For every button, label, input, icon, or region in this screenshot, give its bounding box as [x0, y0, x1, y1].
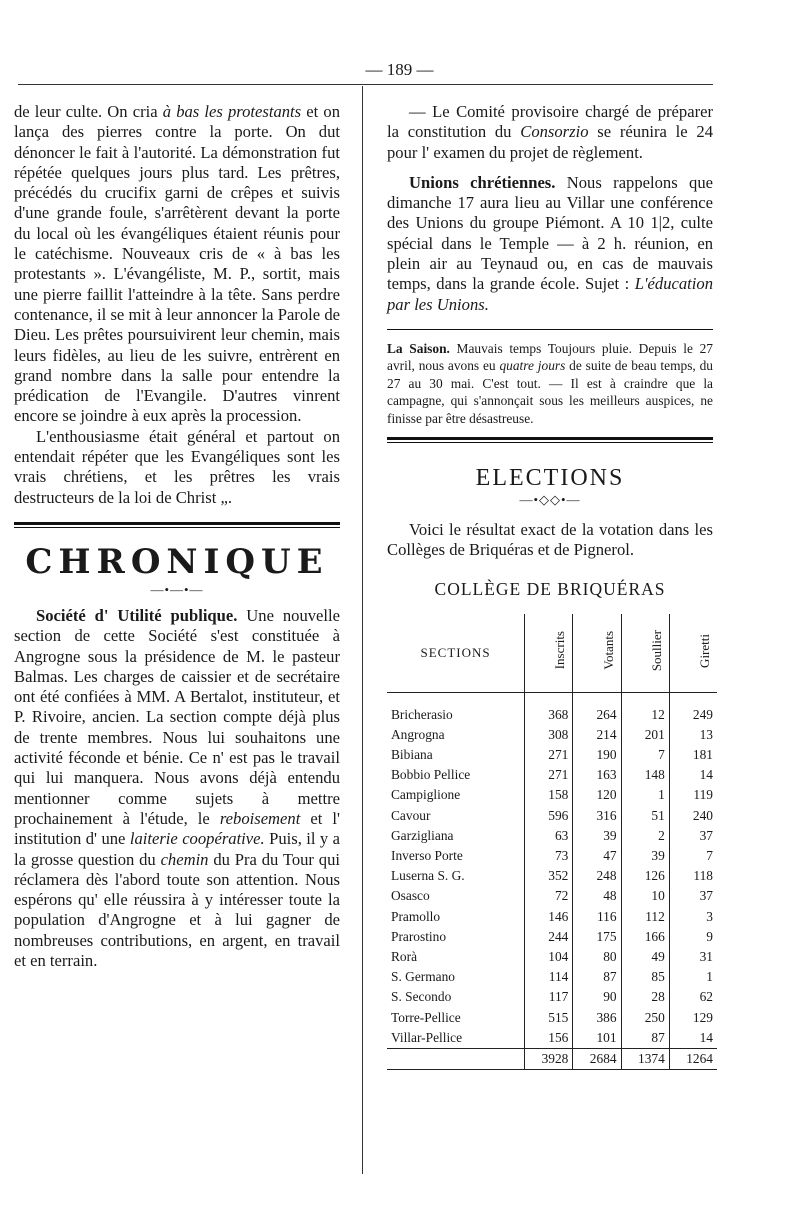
section-name: Bibiana	[391, 747, 433, 763]
table-row	[387, 866, 717, 886]
table-header-row	[387, 614, 717, 693]
vote-count: 190	[573, 745, 621, 765]
vote-count: 49	[621, 947, 669, 967]
unions-notice: Unions chrétiennes. Nous rappelons que dimanche 17 aura lieu au Villar une conférence des Unions du groupe Piémont. A 10 1|2, culte spécial dans le Temple — à 2 h. réunion, en plein air au Teynaud ou, en cas de mauvais temps, dans la grande école. Sujet : L'éducation par les Unions.	[387, 172, 713, 314]
vote-count: 112	[621, 906, 669, 926]
vote-count: 596	[525, 806, 573, 826]
vote-count: 12	[621, 705, 669, 725]
vote-count: 14	[669, 1028, 717, 1049]
total-count: 2684	[573, 1048, 621, 1069]
vote-count: 13	[669, 725, 717, 745]
vote-count: 7	[621, 745, 669, 765]
table-row	[387, 987, 717, 1007]
vote-count: 146	[525, 906, 573, 926]
table-row	[387, 1007, 717, 1027]
vote-count: 271	[525, 765, 573, 785]
vote-count: 264	[573, 705, 621, 725]
vote-count: 250	[621, 1007, 669, 1027]
vote-count: 126	[621, 866, 669, 886]
vote-count: 114	[525, 967, 573, 987]
vote-count: 248	[573, 866, 621, 886]
vote-count: 87	[573, 967, 621, 987]
vote-count: 163	[573, 765, 621, 785]
section-name: Bobbio Pellice	[391, 767, 471, 783]
vote-count: 117	[525, 987, 573, 1007]
vote-count: 37	[669, 826, 717, 846]
vote-count: 129	[669, 1007, 717, 1027]
total-count: 1374	[621, 1048, 669, 1069]
vote-count: 118	[669, 866, 717, 886]
table-row	[387, 947, 717, 967]
section-name: Garzigliana	[391, 827, 454, 843]
table-row	[387, 886, 717, 906]
section-name: Angrogna	[391, 726, 445, 742]
table-row	[387, 967, 717, 987]
vote-count: 63	[525, 826, 573, 846]
column-divider	[362, 86, 363, 1174]
section-name: S. Germano	[391, 969, 455, 985]
vote-count: 90	[573, 987, 621, 1007]
vote-count: 201	[621, 725, 669, 745]
section-name: Osasco	[391, 888, 430, 904]
elections-intro: Voici le résultat exact de la votation dans les Collèges de Briquéras et de Pignerol.	[387, 520, 713, 560]
comite-notice: — Le Comité provisoire chargé de préparer la constitution du Consorzio se réunira le 24 pour l' examen du projet de règlement.	[387, 102, 713, 162]
page-number: — 189 —	[365, 60, 434, 79]
header-votants: Votants	[573, 614, 621, 693]
vote-count: 156	[525, 1028, 573, 1049]
vote-count: 14	[669, 765, 717, 785]
vote-count: 166	[621, 927, 669, 947]
vote-count: 47	[573, 846, 621, 866]
vote-count: 214	[573, 725, 621, 745]
chronique-heading: CHRONIQUE	[25, 541, 329, 582]
totals-label	[387, 1048, 525, 1069]
results-table	[387, 614, 717, 1070]
header-rule	[18, 84, 713, 85]
vote-count: 101	[573, 1028, 621, 1049]
table-row	[387, 765, 717, 785]
article-continuation: de leur culte. On cria à bas les protestants et on lança des pierres contre la porte. On dut dénoncer le fait à l'autorité. La démonstration fut répétée quelques jours plus tard. Les prêtres, précédés du crucifix garni de crêpes et suivis d'une grande foule, s'arrêtèrent devant la porte du local où les évangéliques étaient réunis pour le catéchisme. Nouveaux cris de « à bas les protestants ». L'évangéliste, M. P., sortit, mais une pierre faillit l'atteindre à la tête. Sans perdre contenance, il se mit à leur annoncer la Parole de Dieu. Les prêtes poursuivirent leur chemin, mais leurs fidèles, au lieu de les suivre, entrèrent en grand nombre dans la salle pour entendre la prédication de l'Evangile. D'autres vinrent encore se joindre à eux après la procession.	[14, 102, 340, 426]
vote-count: 9	[669, 927, 717, 947]
section-name: Villar-Pellice	[391, 1029, 463, 1045]
vote-count: 31	[669, 947, 717, 967]
vote-count: 175	[573, 927, 621, 947]
vote-count: 271	[525, 745, 573, 765]
table-row	[387, 826, 717, 846]
vote-count: 80	[573, 947, 621, 967]
section-name: Prarostino	[391, 928, 447, 944]
total-count: 1264	[669, 1048, 717, 1069]
section-rule-thick	[387, 437, 713, 440]
section-name: S. Secondo	[391, 989, 452, 1005]
table-row	[387, 725, 717, 745]
section-name: Campiglione	[391, 787, 461, 803]
left-column	[14, 102, 340, 971]
elections-heading: ELECTIONS	[475, 465, 625, 491]
societe-utilite-article: Société d' Utilité publique. Une nouvelle section de cette Société s'est constituée à Angrogne sous la présidence de M. le pasteur Balmas. Les charges de caissier et de secrétaire ont été confiées à MM. A Bertalot, instituteur, et P. Rivoire, ancien. La section compte déjà plus de trente membres. Nous lui souhaitons une activité féconde et bénie. Ce n' est pas le travail qui lui manquera. Nous avons déjà entendu mentionner comme sujets à mettre prochainement à l'étude, le reboisement et l' institution d' une laiterie coopérative. Puis, il y a la grosse question du chemin du Pra du Tour qui réclamera dès l'abord toute son attention. Nous espérons qu' elle réussira à y intéresser toute la population d'Angrogne et à lui gagner de nombreuses contributions, en argent, en travail et en terrain.	[14, 605, 341, 970]
college-heading: COLLÈGE DE BRIQUÉRAS	[434, 578, 666, 599]
vote-count: 37	[669, 886, 717, 906]
table-row	[387, 846, 717, 866]
ornament-divider: —•◇◇•—	[519, 492, 581, 507]
vote-count: 72	[525, 886, 573, 906]
section-name: Luserna S. G.	[391, 868, 465, 884]
vote-count: 515	[525, 1007, 573, 1027]
vote-count: 10	[621, 886, 669, 906]
vote-count: 352	[525, 866, 573, 886]
header-giretti: Giretti	[669, 614, 717, 693]
vote-count: 104	[525, 947, 573, 967]
table-row	[387, 785, 717, 805]
section-name: Inverso Porte	[391, 848, 463, 863]
vote-count: 368	[525, 705, 573, 725]
right-column	[387, 102, 713, 1070]
vote-count: 316	[573, 806, 621, 826]
vote-count: 308	[525, 725, 573, 745]
table-body	[387, 692, 717, 1069]
vote-count: 119	[669, 785, 717, 805]
vote-count: 73	[525, 846, 573, 866]
vote-count: 158	[525, 785, 573, 805]
vote-count: 85	[621, 967, 669, 987]
table-row	[387, 806, 717, 826]
vote-count: 28	[621, 987, 669, 1007]
table-row	[387, 745, 717, 765]
vote-count: 1	[621, 785, 669, 805]
vote-count: 39	[573, 826, 621, 846]
vote-count: 39	[621, 846, 669, 866]
vote-count: 148	[621, 765, 669, 785]
section-rule	[14, 522, 340, 525]
header-soullier: Soullier	[621, 614, 669, 693]
saison-notice: La Saison. Mauvais temps Toujours pluie. Depuis le 27 avril, nous avons eu quatre jours de suite de beau temps, du 27 au 30 mai. C'est tout. — Il est à craindre que la campagne, qui s'annonçait sous les meilleurs auspices, ne finisse par être désastreuse.	[387, 340, 714, 426]
section-rule	[387, 329, 713, 330]
table-row	[387, 927, 717, 947]
vote-count: 2	[621, 826, 669, 846]
vote-count: 3	[669, 906, 717, 926]
vote-count: 62	[669, 987, 717, 1007]
article-conclusion: L'enthousiasme était général et partout on entendait répéter que les Evangéliques sont les vrais chrétiens, et les prêtres les vrais destructeurs de la loi de Christ „.	[14, 426, 340, 507]
ornament-divider: —•—•—	[150, 581, 204, 597]
vote-count: 48	[573, 886, 621, 906]
section-name: Pramollo	[391, 908, 441, 924]
vote-count: 181	[669, 745, 717, 765]
vote-count: 1	[669, 967, 717, 987]
vote-count: 240	[669, 806, 717, 826]
section-name: Rorà	[391, 948, 418, 964]
header-sections: SECTIONS	[387, 614, 525, 693]
vote-count: 7	[669, 846, 717, 866]
table-row	[387, 1028, 717, 1049]
total-count: 3928	[525, 1048, 573, 1069]
vote-count: 249	[669, 705, 717, 725]
table-row	[387, 705, 717, 725]
totals-row	[387, 1048, 717, 1069]
header-inscrits: Inscrits	[525, 614, 573, 693]
section-name: Torre-Pellice	[391, 1009, 461, 1025]
vote-count: 51	[621, 806, 669, 826]
section-name: Cavour	[391, 807, 431, 823]
vote-count: 87	[621, 1028, 669, 1049]
vote-count: 386	[573, 1007, 621, 1027]
table-row	[387, 906, 717, 926]
vote-count: 244	[525, 927, 573, 947]
section-name: Bricherasio	[391, 706, 453, 722]
vote-count: 116	[573, 906, 621, 926]
vote-count: 120	[573, 785, 621, 805]
